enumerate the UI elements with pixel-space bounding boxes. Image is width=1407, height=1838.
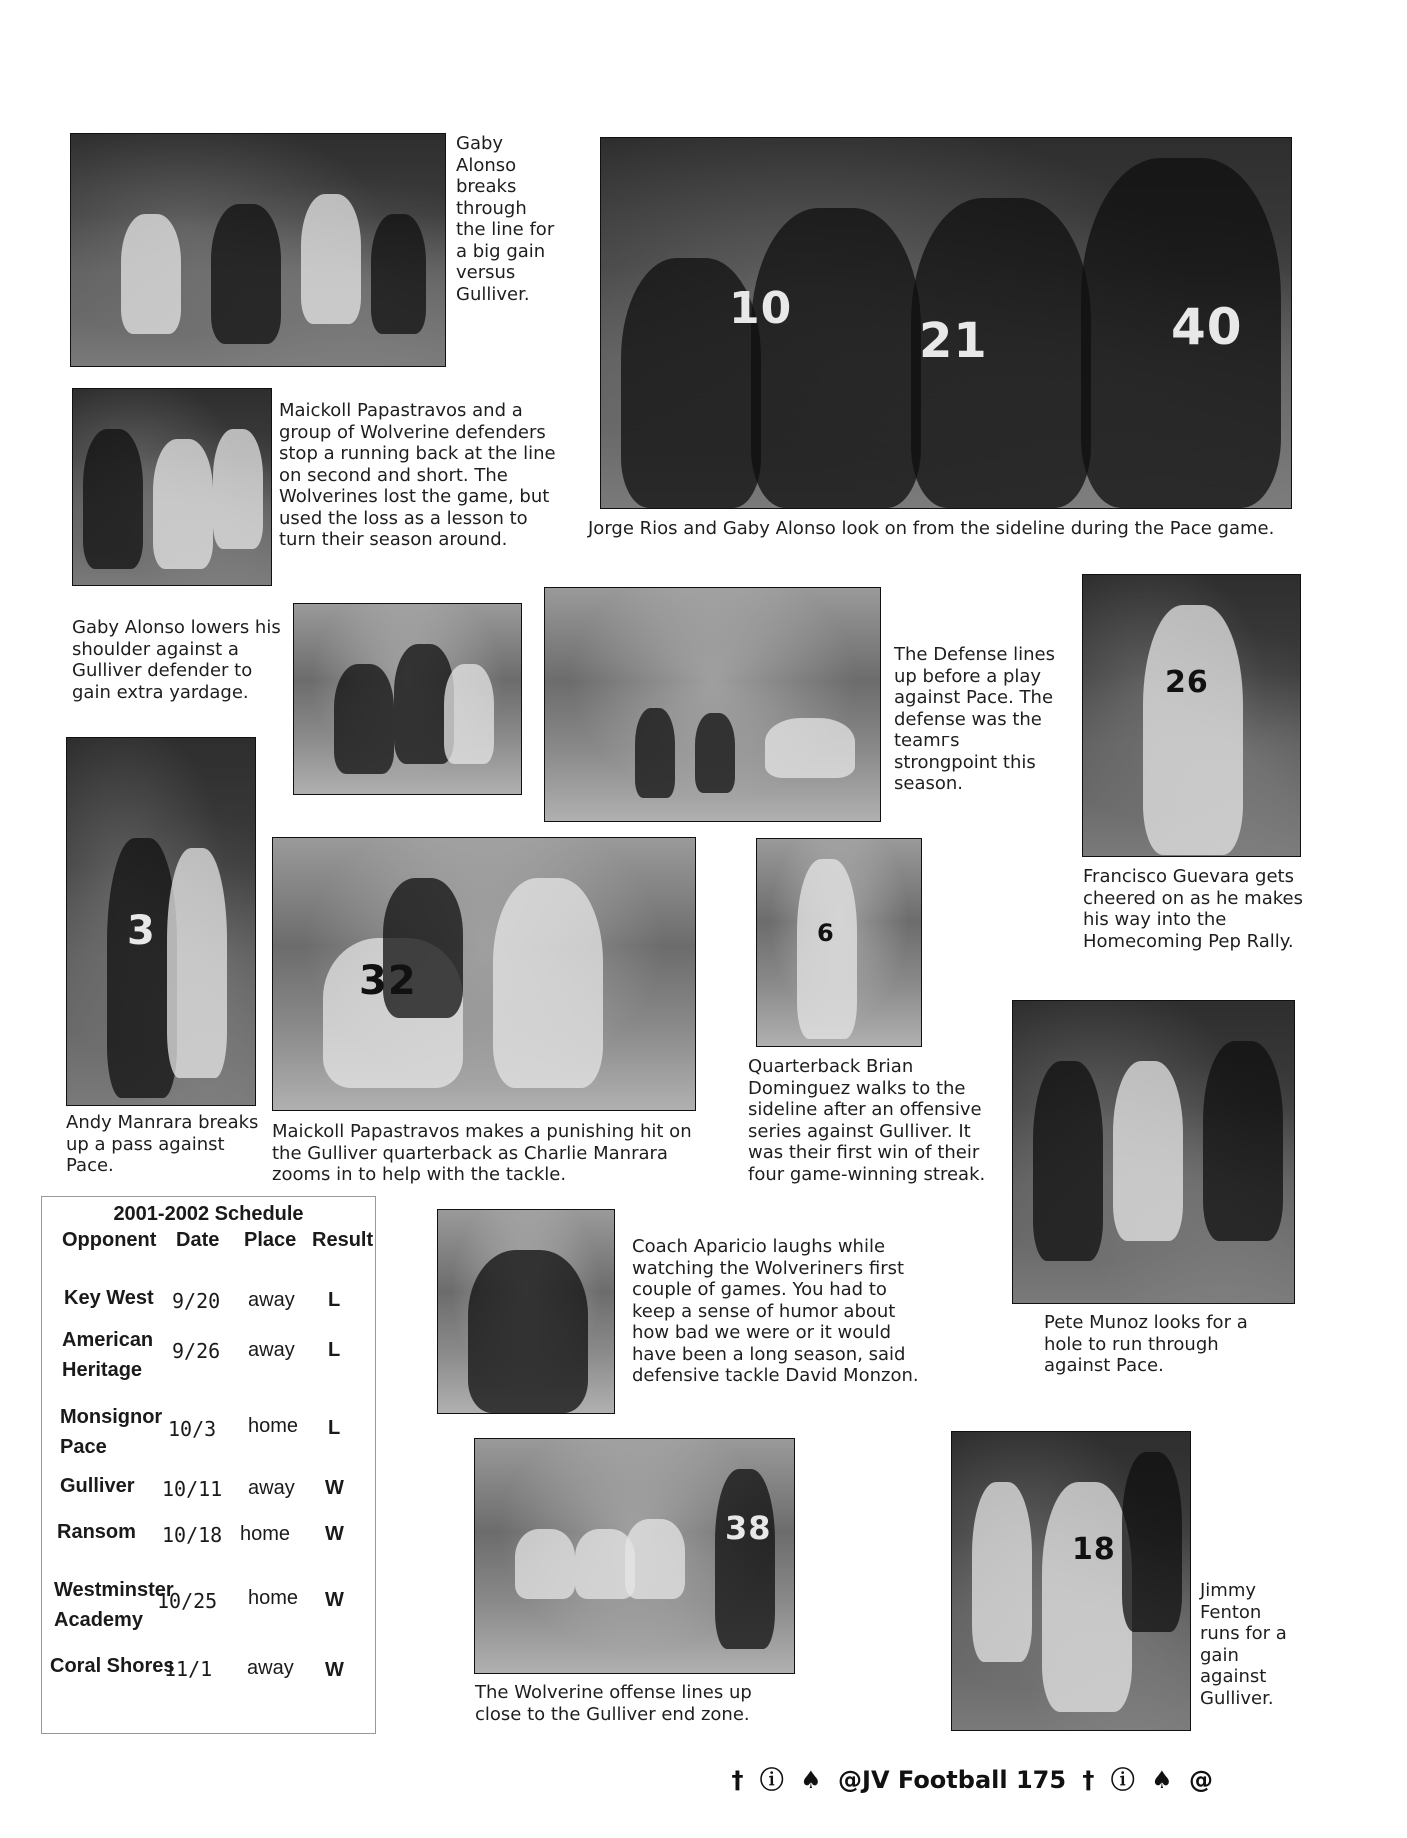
photo-gaby-lowers [293, 603, 522, 795]
schedule-date: 10/18 [162, 1523, 223, 1547]
player-figure [1113, 1061, 1183, 1241]
photo-defense-lines [544, 587, 881, 822]
jersey-number: 10 [729, 283, 793, 334]
player-figure [715, 1469, 775, 1649]
schedule-place: home [248, 1415, 299, 1437]
jersey-number: 38 [725, 1509, 772, 1547]
player-figure [1143, 605, 1243, 855]
player-figure [83, 429, 143, 569]
player-figure [301, 194, 361, 324]
photo-coach [437, 1209, 615, 1414]
caption-maickoll-stop: Maickoll Papastravos and a group of Wolverine defenders stop a running back at the line on second and short. The Wolverines lost the game, but used the loss as a lesson to turn their season around. [279, 400, 556, 550]
player-figure [1033, 1061, 1103, 1261]
caption-gaby-breaks-through: Gaby Alonso breaks through the line for a big gain versus Gulliver. [456, 133, 555, 305]
photo-maickoll-stop [72, 388, 272, 586]
schedule-date: 11/1 [164, 1657, 213, 1681]
jersey-number: 40 [1171, 298, 1243, 356]
info-icon: ⓘ [759, 1766, 784, 1794]
photo-sideline [600, 137, 1292, 509]
schedule-opponent: Monsignor Pace [60, 1406, 163, 1458]
schedule-date: 10/11 [162, 1477, 223, 1501]
schedule-title: 2001-2002 Schedule [113, 1203, 304, 1225]
schedule-opponent: Coral Shores [50, 1655, 175, 1677]
dagger-icon: † [731, 1766, 744, 1794]
schedule-result: L [328, 1417, 341, 1439]
jersey-number: 26 [1165, 665, 1209, 700]
schedule-table [41, 1196, 376, 1734]
spade-icon: ♠ [800, 1766, 822, 1794]
player-figure [153, 439, 213, 569]
caption-francisco: Francisco Guevara gets cheered on as he makes his way into the Homecoming Pep Rally. [1083, 866, 1303, 952]
schedule-place: home [248, 1587, 299, 1609]
schedule-header-opponent: Opponent [62, 1229, 157, 1251]
spade-icon: ♠ [1151, 1766, 1173, 1794]
player-figure [371, 214, 426, 334]
jersey-number: 21 [919, 313, 988, 369]
photo-pep-rally [1082, 574, 1301, 857]
schedule-opponent: American Heritage [62, 1329, 154, 1381]
photo-pete [1012, 1000, 1295, 1304]
player-figure [751, 208, 921, 508]
schedule-header-date: Date [176, 1229, 220, 1251]
schedule-opponent: Key West [64, 1287, 154, 1309]
jersey-number: 6 [817, 919, 835, 947]
photo-andy [66, 737, 256, 1106]
player-figure [121, 214, 181, 334]
player-figure [167, 848, 227, 1078]
schedule-place: away [247, 1657, 294, 1679]
player-figure [797, 859, 857, 1039]
schedule-opponent: Ransom [57, 1521, 136, 1543]
player-figure [444, 664, 494, 764]
schedule-place: away [248, 1477, 295, 1499]
schedule-result: W [325, 1477, 344, 1499]
player-figure [695, 713, 735, 793]
schedule-result: L [328, 1339, 341, 1361]
schedule-place: home [240, 1523, 291, 1545]
coach-figure [468, 1250, 588, 1413]
caption-brian: Quarterback Brian Dominguez walks to the sideline after an offensive series against Gulliver. It was their first win of their four game-winning streak. [748, 1056, 986, 1185]
caption-andy: Andy Manrara breaks up a pass against Pace. [66, 1112, 259, 1176]
info-icon: ⓘ [1110, 1766, 1135, 1794]
dagger-icon: † [1082, 1766, 1095, 1794]
player-figure [1122, 1452, 1182, 1632]
jersey-number: 18 [1072, 1532, 1116, 1567]
schedule-date: 10/25 [157, 1589, 218, 1613]
at-icon: @ [1189, 1766, 1213, 1794]
schedule-date: 9/26 [172, 1339, 221, 1363]
player-figure [1042, 1482, 1132, 1712]
schedule-header-place: Place [244, 1229, 297, 1251]
jersey-number: 3 [127, 908, 156, 954]
caption-jimmy: Jimmy Fenton runs for a gain against Gulliver. [1200, 1580, 1287, 1709]
player-figure [515, 1529, 575, 1599]
player-figure [765, 718, 855, 778]
caption-coach: Coach Aparicio laughs while watching the Wolverinегs first couple of games. You had to keep a sense of humor about how bad we were or it would have been a long season, said defensive tackle David Monzon. [632, 1236, 919, 1386]
schedule-place: away [248, 1339, 295, 1361]
photo-gaby-breaks-through [70, 133, 446, 367]
page-footer [727, 1760, 1217, 1795]
schedule-opponent: Gulliver [60, 1475, 135, 1497]
photo-offense [474, 1438, 795, 1674]
schedule-date: 10/3 [168, 1417, 217, 1441]
photo-quarterback [756, 838, 922, 1047]
schedule-result: L [328, 1289, 341, 1311]
photo-jimmy [951, 1431, 1191, 1731]
player-figure [213, 429, 263, 549]
caption-offense: The Wolverine offense lines up close to the Gulliver end zone. [475, 1682, 752, 1725]
player-figure [334, 664, 394, 774]
schedule-result: W [325, 1523, 344, 1545]
schedule-date: 9/20 [172, 1289, 221, 1313]
caption-jorge-rios: Jorge Rios and Gaby Alonso look on from the sideline during the Pace game. [588, 518, 1275, 539]
jersey-number: 32 [359, 958, 417, 1004]
schedule-header-result: Result [312, 1229, 374, 1251]
player-figure [1203, 1041, 1283, 1241]
caption-maickoll-hit: Maickoll Papastravos makes a punishing hit on the Gulliver quarterback as Charlie Manrara zooms in to help with the tackle. [272, 1121, 692, 1185]
player-figure [493, 878, 603, 1088]
player-figure [635, 708, 675, 798]
player-figure [211, 204, 281, 344]
footer-page-label: @JV Football 175 [838, 1766, 1067, 1794]
schedule-opponent: Westminster Academy [54, 1579, 174, 1631]
schedule-result: W [325, 1659, 344, 1681]
caption-defense-lines: The Defense lines up before a play against Pace. The defense was the teamгs strongpoint this season. [894, 644, 1055, 794]
caption-gaby-lowers: Gaby Alonso lowers his shoulder against a Gulliver defender to gain extra yardage. [72, 617, 281, 703]
schedule-result: W [325, 1589, 344, 1611]
caption-pete: Pete Munoz looks for a hole to run through against Pace. [1044, 1312, 1248, 1376]
player-figure [972, 1482, 1032, 1662]
player-figure [625, 1519, 685, 1599]
schedule-place: away [248, 1289, 295, 1311]
photo-maickoll-hit [272, 837, 696, 1111]
